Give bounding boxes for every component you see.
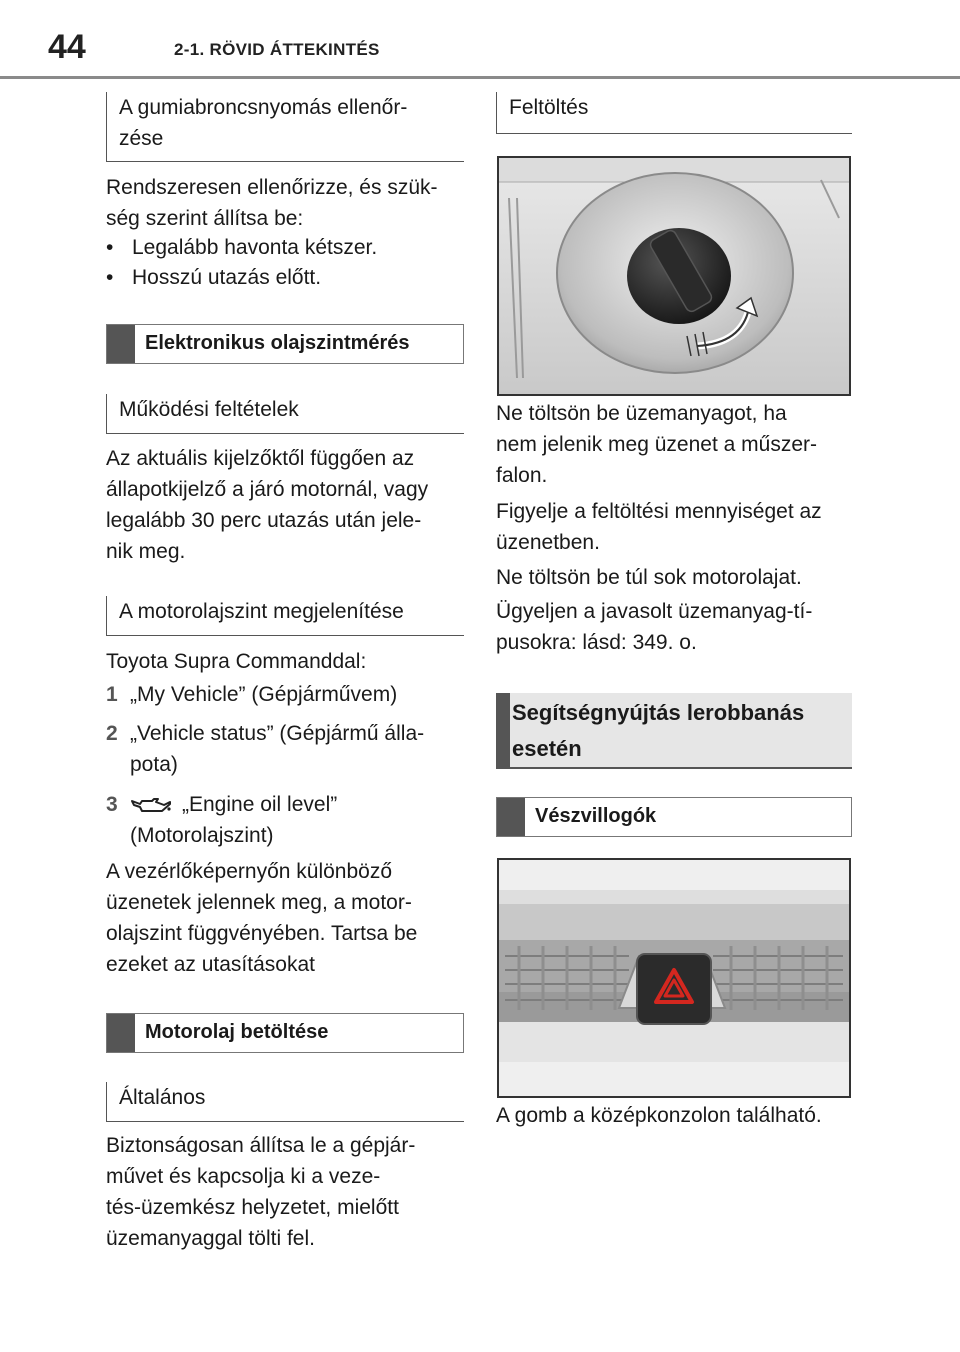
refill-paragraph-3: Ne töltsön be túl sok motorolajat. [496, 566, 802, 589]
tire-intro-text: Rendszeresen ellenőrizze, és szük- ség szerint állítsa be: [106, 176, 438, 230]
tire-pressure-heading: A gumiabroncsnyomás ellenőr- zése [106, 92, 464, 162]
operating-conditions-heading: Működési feltételek [106, 394, 464, 434]
header-divider [0, 76, 960, 79]
section-title: Elektronikus olajszintmérés [145, 332, 410, 354]
refill-paragraph-2: Figyelje a feltöltési mennyiséget az üzenetben. [496, 500, 822, 554]
general-text: Biztonságosan állítsa le a gépjár- művet és kapcsolja ki a veze- tés-üzemkész helyzetet, mielőtt üzemanyaggal tölti fel. [106, 1134, 416, 1250]
oil-display-heading: A motorolajszint megjelenítése [106, 596, 464, 636]
refill-paragraph-4: Ügyeljen a javasolt üzemanyag-tí- pusokra: lásd: 349. o. [496, 600, 813, 654]
step-number: 2 [106, 722, 118, 745]
operating-text: Az aktuális kijelzőktől függően az állapotkijelző a járó motornál, vagy legalább 30 perc utazás után jele- nik meg. [106, 447, 429, 563]
section-title: Motorolaj betöltése [145, 1021, 329, 1043]
oil-filler-cap-image [497, 156, 851, 396]
hazard-caption: A gomb a középkonzolon található. [496, 1104, 822, 1127]
section-title: Vészvillogók [535, 805, 657, 827]
step-number: 3 [106, 793, 118, 816]
step-text: „Engine oil level” (Motorolajszint) [130, 793, 338, 847]
list-item: • Hosszú utazás előtt. [106, 262, 466, 293]
section-title: Segítségnyújtás lerobbanás esetén [512, 700, 805, 761]
bullet-text: Legalább havonta kétszer. [132, 236, 378, 259]
refill-paragraph-1: Ne töltsön be üzemanyagot, ha nem jelenik meg üzenet a műszer- falon. [496, 402, 817, 487]
general-heading: Általános [106, 1082, 464, 1122]
hazard-button-image [497, 858, 851, 1098]
section-hazard-lights [496, 797, 852, 837]
display-text: A vezérlőképernyőn különböző üzenetek jelennek meg, a motor- olajszint függvényében. Tartsa be ezeket az utasításokat [106, 860, 418, 976]
section-oil-level [106, 324, 464, 364]
step-item [106, 679, 466, 710]
step-text: „Vehicle status” (Gépjármű álla- pota) [130, 722, 425, 776]
bullet-text: Hosszú utazás előtt. [132, 266, 322, 289]
section-marker [107, 325, 135, 363]
chapter-title: 2-1. RÖVID ÁTTEKINTÉS [174, 40, 380, 59]
step-text: „My Vehicle” (Gépjárművem) [130, 683, 398, 706]
refill-heading: Feltöltés [496, 92, 852, 134]
list-item: • Legalább havonta kétszer. [106, 232, 466, 263]
step-item [106, 718, 466, 780]
section-marker [107, 1014, 135, 1052]
section-marker [496, 693, 510, 767]
page-number: 44 [48, 28, 86, 66]
step-item [106, 789, 466, 851]
section-breakdown-assistance [496, 693, 852, 769]
section-marker [497, 798, 525, 836]
display-intro-text: Toyota Supra Commanddal: [106, 650, 367, 673]
section-oil-fill [106, 1013, 464, 1053]
step-number: 1 [106, 683, 118, 706]
